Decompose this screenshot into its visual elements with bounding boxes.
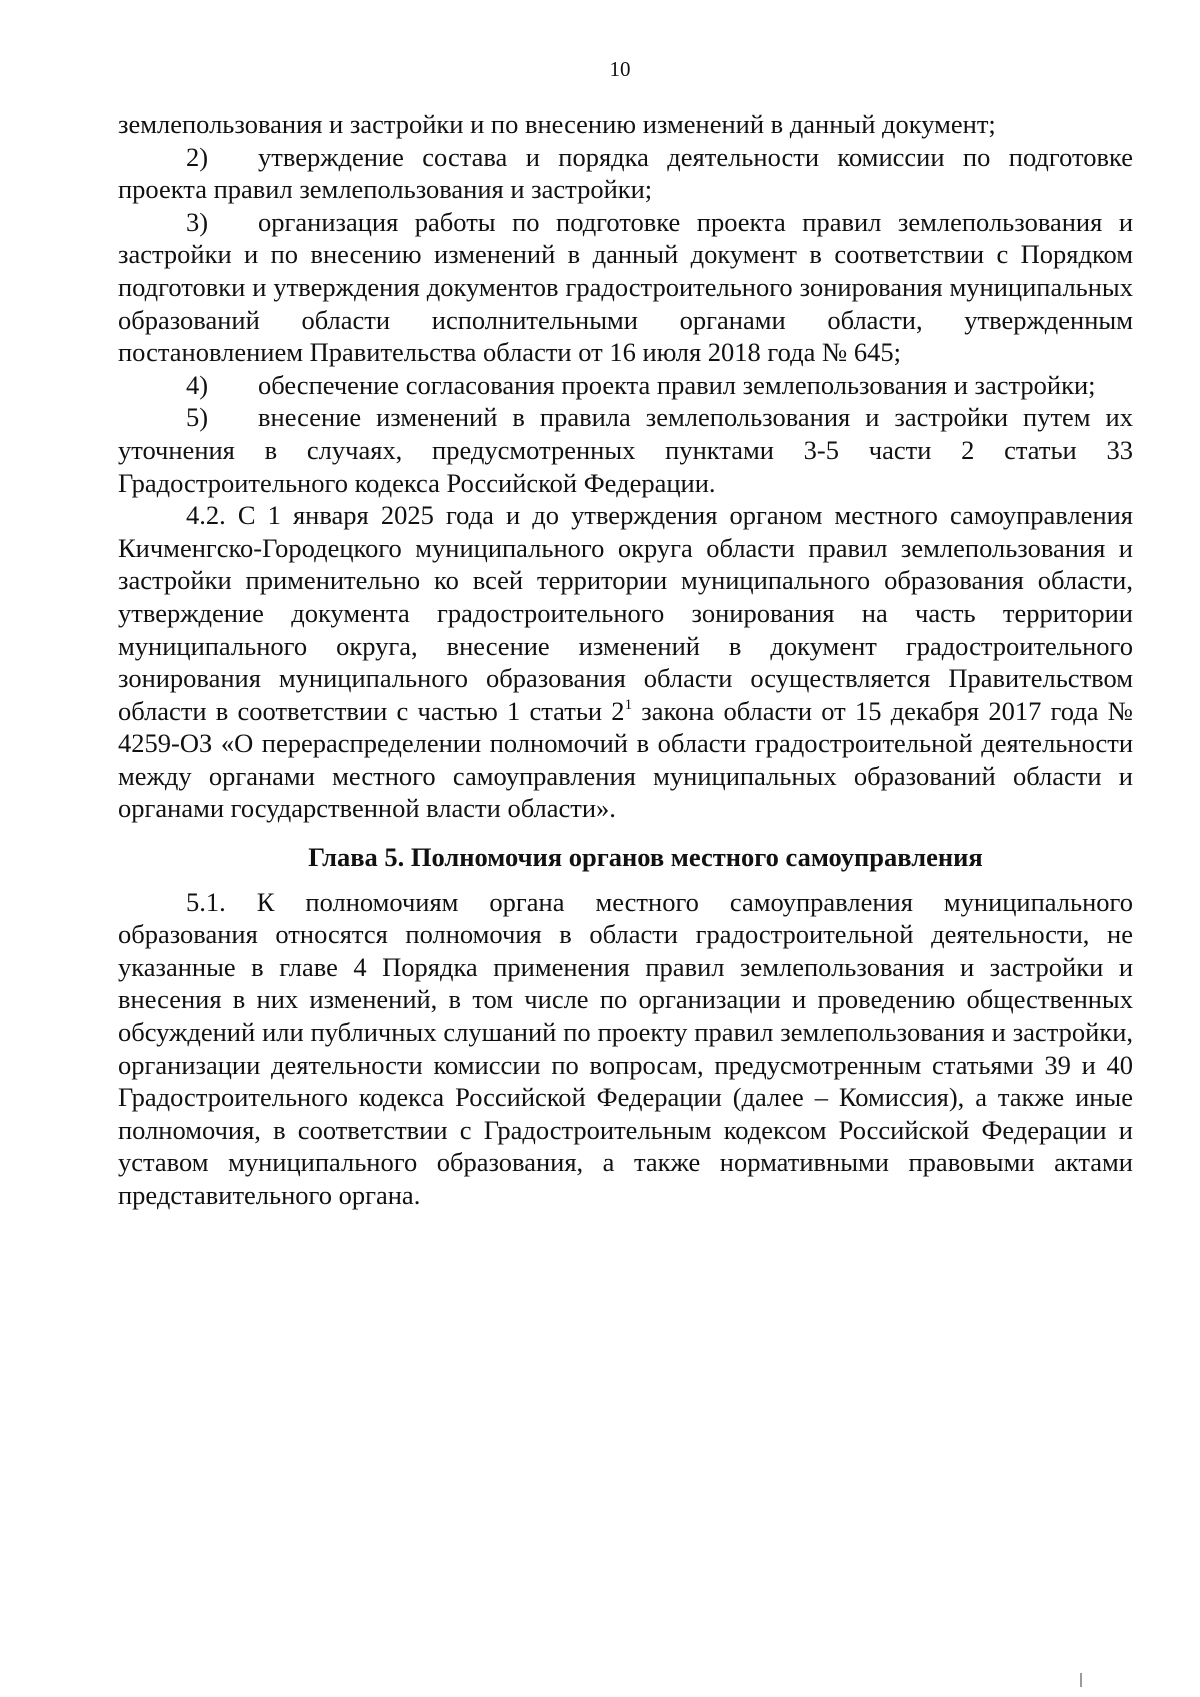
paragraph-text: закона области от 15 декабря 2017 года № 4259-ОЗ «О перераспределении полномочий в области градостроительной деятельности между органами местного самоуправления муниципальных образований области и органами государственной власти области».: [118, 695, 1133, 824]
list-item-number: 5): [186, 402, 209, 433]
list-item-number: 4): [186, 369, 209, 400]
list-item-5: [118, 401, 1133, 499]
list-item-text: обеспечение согласования проекта правил землепользования и застройки;: [258, 369, 1096, 400]
scan-edge-mark: [1080, 1673, 1082, 1687]
list-item-text: организация работы по подготовке проекта правил землепользования и застройки и по внесению изменений в данный документ в соответствии с Порядком подготовки и утверждения документов градостроительного зонирования муниципальных образований области исполнительными органами области, утвержденным постановлением Правительства области от 16 июля 2018 года № 645;: [118, 206, 1133, 368]
list-item-number: 2): [186, 141, 209, 172]
chapter-heading: Глава 5. Полномочия органов местного самоуправления: [308, 842, 983, 873]
superscript: 1: [624, 696, 633, 713]
paragraph-text: 4.2. С 1 января 2025 года и до утверждения органом местного самоуправления Кичменгско-Городецкого муниципального округа области правил землепользования и застройки применительно ко всей территории муниципального образования области, утверждение документа градостроительного зонирования на часть территории муниципального округа, внесение изменений в документ градостроительного зонирования муниципального образования области осуществляется Правительством области в соответствии с частью 1 статьи 2: [118, 500, 1133, 726]
list-item-text: внесение изменений в правила землепользования и застройки путем их уточнения в случаях, предусмотренных пунктами 3-5 части 2 статьи 33 Градостроительного кодекса Российской Федерации.: [118, 402, 1133, 498]
paragraph-5-1: 5.1. К полномочиям органа местного самоуправления муниципального образования относятся полномочия в области градостроительной деятельности, не указанные в главе 4 Порядка применения правил землепользования и застройки и внесения в них изменений, в том числе по организации и проведению общественных обсуждений или публичных слушаний по проекту правил землепользования и застройки, организации деятельности комиссии по вопросам, предусмотренным статьями 39 и 40 Градостроительного кодекса Российской Федерации (далее – Комиссия), а также иные полномочия, в соответствии с Градостроительным кодексом Российской Федерации и уставом муниципального образования, а также нормативными правовыми актами представительного органа.: [118, 886, 1133, 1210]
list-item-number: 3): [186, 206, 209, 237]
list-item-2: [118, 141, 1133, 206]
paragraph-continuation: землепользования и застройки и по внесению изменений в данный документ;: [118, 109, 996, 139]
page-number: 10: [609, 57, 631, 81]
list-item-4: [118, 369, 1133, 402]
list-item-text: утверждение состава и порядка деятельности комиссии по подготовке проекта правил землепользования и застройки;: [118, 141, 1133, 205]
document-body: [118, 108, 1133, 1212]
paragraph-4-2: [118, 499, 1133, 825]
list-item-3: [118, 206, 1133, 369]
